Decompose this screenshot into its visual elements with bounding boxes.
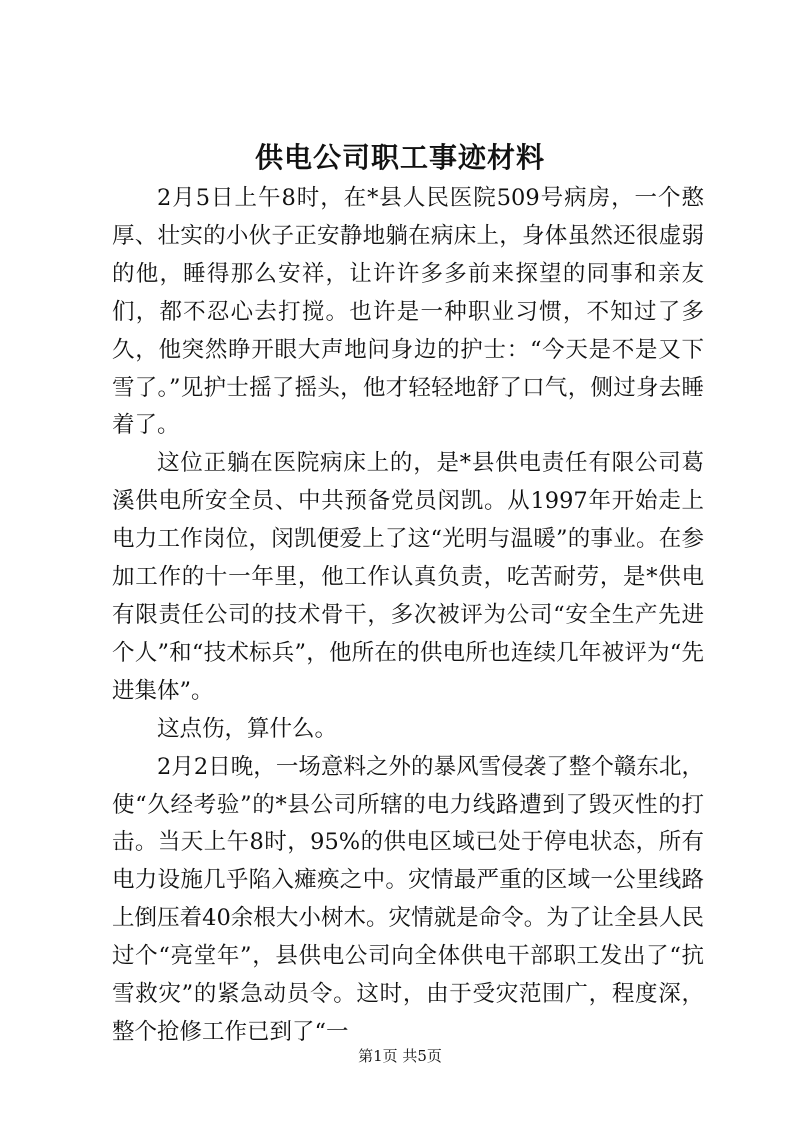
document-title: 供电公司职工事迹材料 — [254, 141, 545, 174]
document-body — [112, 180, 704, 1052]
paragraph-2: 这位正躺在医院病床上的，是*县供电责任有限公司葛溪供电所安全员、中共预备党员闵凯。从1997年开始走上电力工作岗位，闵凯便爱上了这“光明与温暖”的事业。在参加工作的十一年里，他工作认真负责，吃苦耐劳，是*供电有限责任公司的技术骨干，多次被评为公司“安全生产先进个人”和“技术标兵”，他所在的供电所也连续几年被评为“先进集体”。 — [112, 450, 704, 704]
paragraph-4: 2月2日晚，一场意料之外的暴风雪侵袭了整个赣东北，使“久经考验”的*县公司所辖的电力线路遭到了毁灭性的打击。当天上午8时，95%的供电区域已处于停电状态，所有电力设施几乎陷入瘫痪之中。灾情最严重的区域一公里线路上倒压着40余根大小树木。灾情就是命令。为了让全县人民过个“亮堂年”，县供电公司向全体供电干部职工发出了“抗雪救灾”的紧急动员令。这时，由于受灾范围广，程度深，整个抢修工作已到了“一 — [112, 753, 704, 1045]
paragraph-3: 这点伤，算什么。 — [157, 715, 338, 742]
page-footer: 第1页 共5页 — [358, 1047, 442, 1065]
paragraph-1: 2月5日上午8时，在*县人民医院509号病房，一个憨厚、壮实的小伙子正安静地躺在病床上，身体虽然还很虚弱的他，睡得那么安祥，让许许多多前来探望的同事和亲友们，都不忍心去打搅。也许是一种职业习惯，不知过了多久，他突然睁开眼大声地问身边的护士：“今天是不是又下雪了。”见护士摇了摇头，他才轻轻地舒了口气，侧过身去睡着了。 — [112, 185, 704, 439]
